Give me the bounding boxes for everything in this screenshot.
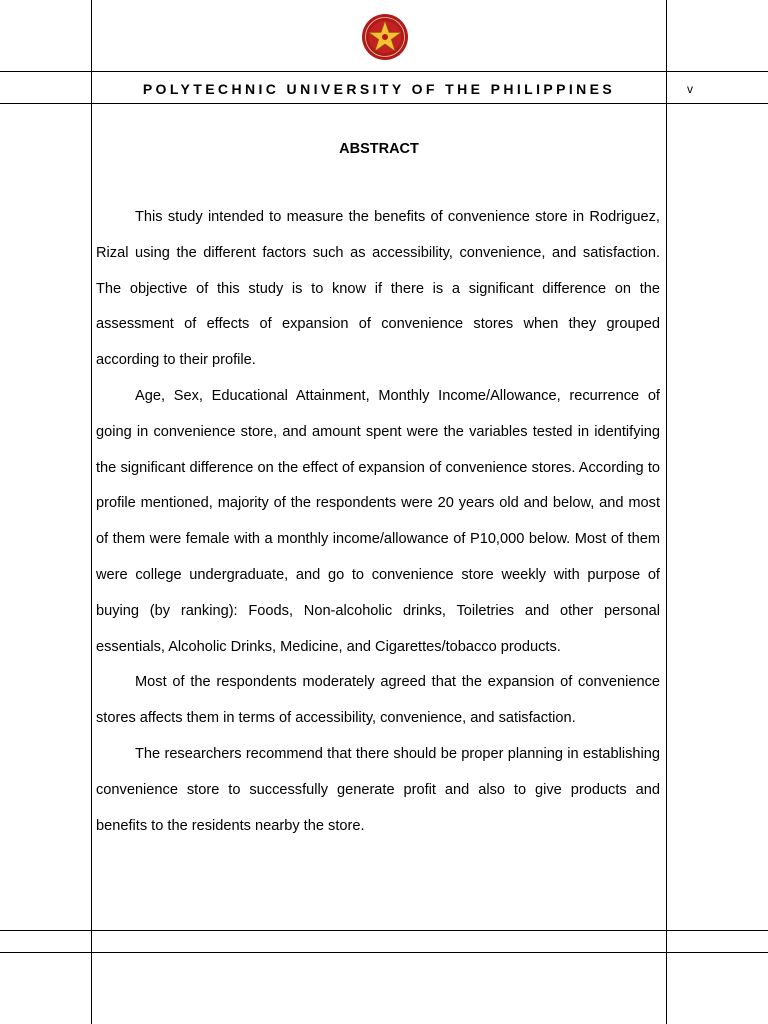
right-margin-line: [666, 0, 667, 1024]
abstract-paragraph: Most of the respondents moderately agreed that the expansion of convenience stores affects them in terms of accessibility, convenience, and satisfaction.: [96, 674, 660, 727]
header-bottom-line: [0, 103, 768, 104]
abstract-title: ABSTRACT: [339, 141, 419, 157]
footer-bottom-line: [0, 952, 768, 953]
abstract-body: [96, 200, 660, 844]
page-number: v: [687, 82, 693, 96]
footer-top-line: [0, 930, 768, 931]
pup-seal-icon: [361, 13, 409, 61]
abstract-paragraph: Age, Sex, Educational Attainment, Monthly Income/Allowance, recurrence of going in convenience store, and amount spent were the variables tested in identifying the significant difference on the effect of expansion of convenience stores. According to profile mentioned, majority of the respondents were 20 years old and below, and most of them were female with a monthly income/allowance of P10,000 below. Most of them were college undergraduate, and go to convenience store weekly with purpose of buying (by ranking): Foods, Non-alcoholic drinks, Toiletries and other personal essentials, Alcoholic Drinks, Medicine, and Cigarettes/tobacco products.: [96, 387, 660, 655]
header-top-line: [0, 71, 768, 72]
abstract-paragraph: The researchers recommend that there should be proper planning in establishing convenience store to successfully generate profit and also to give products and benefits to the residents nearby the store.: [96, 745, 660, 834]
university-name: POLYTECHNIC UNIVERSITY OF THE PHILIPPINES: [142, 81, 616, 97]
abstract-paragraph: This study intended to measure the benefits of convenience store in Rodriguez, Rizal using the different factors such as accessibility, convenience, and satisfaction. The objective of this study is to know if there is a significant difference on the assessment of effects of expansion of convenience stores when they grouped according to their profile.: [96, 209, 660, 369]
